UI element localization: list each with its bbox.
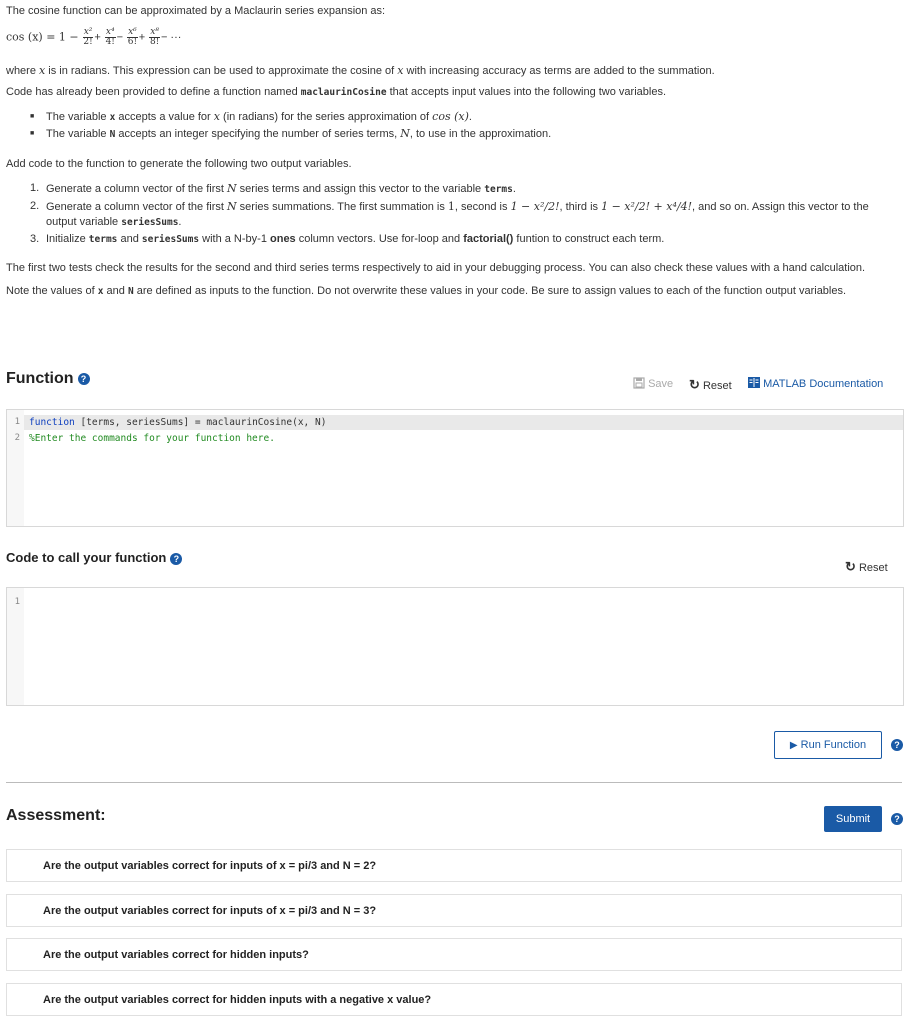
call-function-heading: Code to call your function ? [6,550,182,565]
help-icon[interactable]: ? [891,739,903,751]
assessment-test-item[interactable]: Are the output variables correct for hidden inputs? [6,938,902,971]
assessment-test-item[interactable]: Are the output variables correct for inputs of x = pi/3 and N = 2? [6,849,902,882]
reset-icon: ↻ [845,559,856,574]
help-icon[interactable]: ? [891,813,903,825]
formula-term: $\frac{\text{x⁴}}{4!}$ [105,27,115,47]
reset-button[interactable] [689,377,732,393]
line-number: 1 [14,597,20,607]
input-variable-list [30,108,551,142]
assessment-test-item[interactable]: Are the output variables correct for hidden inputs with a negative x value? [6,983,902,1016]
code-line[interactable]: function [terms, seriesSums] = maclaurinCosine(x, N) [29,417,327,428]
intro-text: The first two tests check the results for the second and third series terms respectively to aid in your debugging process. You can also check these values with a hand calculation. [6,262,866,274]
line-number: 1 [14,417,20,427]
intro-text: Note the values of x and N are defined as inputs to the function. Do not overwrite these values in your code. Be sure to assign values to each of the function output variables. [6,285,847,297]
list-item: 3. Initialize terms and seriesSums with a N-by-1 ones column vectors. Use for-loop and factorial() funtion to construct each term. [30,233,665,245]
help-icon[interactable]: ? [78,373,90,385]
help-icon[interactable]: ? [170,553,182,565]
formula-term: $\frac{\text{x⁶}}{6!}$ [127,27,138,47]
section-divider [6,782,902,783]
list-item: ■ The variable N accepts an integer specifying the number of series terms, N, to use in the approximation. [30,125,551,142]
formula-lhs: cos (x) = 1 − [6,30,79,44]
play-icon: ▶ [789,740,798,751]
list-item: 1. Generate a column vector of the first N series terms and assign this vector to the variable terms. [30,182,516,195]
function-code-editor[interactable] [6,409,904,527]
function-heading: Function ? [6,370,90,388]
assessment-heading: Assessment: [6,807,106,824]
docs-label: MATLAB Documentation [763,378,884,390]
formula-term: $\frac{\text{x²}}{2!}$ [83,27,93,47]
maclaurin-formula: cos (x) = 1 − $\frac{\text{x²}}{2!}$ + $\frac{\text{x⁴}}{4!}$ − $\frac{\text{x⁶}}{6!}$ + $\frac{\text{x⁸}}{8!}$ − ··· [6,27,182,47]
intro-text: The cosine function can be approximated by a Maclaurin series expansion as: [6,5,386,17]
intro-text: Add code to the function to generate the following two output variables. [6,158,352,170]
run-function-button[interactable] [774,731,882,759]
save-icon [633,377,645,389]
reset-label: Reset [858,562,888,574]
book-icon [748,377,760,388]
list-item: 2. Generate a column vector of the first N series summations. The first summation is 1, second is 1 − x²/2!, third is 1 − x²/2! + x⁴/4!, and so on. Assign this vector to the output variable seriesSums. [30,200,869,228]
reset-icon: ↻ [689,377,700,392]
output-steps-list [30,181,870,247]
intro-text: Code has already been provided to define a function named maclaurinCosine that accepts input values into the following two variables. [6,86,666,98]
call-code-editor[interactable] [6,587,904,706]
reset-label: Reset [702,380,732,392]
code-line[interactable]: %Enter the commands for your function here. [29,433,275,444]
intro-text: where x is in radians. This expression can be used to approximate the cosine of x with increasing accuracy as terms are added to the summation. [6,64,715,77]
save-button[interactable] [633,377,673,390]
submit-button[interactable]: Submit [824,806,882,832]
line-number: 2 [14,433,20,443]
save-label: Save [648,378,674,390]
formula-term: $\frac{\text{x⁸}}{8!}$ [149,27,160,47]
list-item: ■ The variable x accepts a value for x (in radians) for the series approximation of cos (x). [30,108,551,125]
call-reset-button[interactable] [845,559,888,575]
assessment-test-item[interactable]: Are the output variables correct for inputs of x = pi/3 and N = 3? [6,894,902,927]
matlab-documentation-link[interactable] [748,377,883,390]
run-label: Run Function [800,739,867,751]
